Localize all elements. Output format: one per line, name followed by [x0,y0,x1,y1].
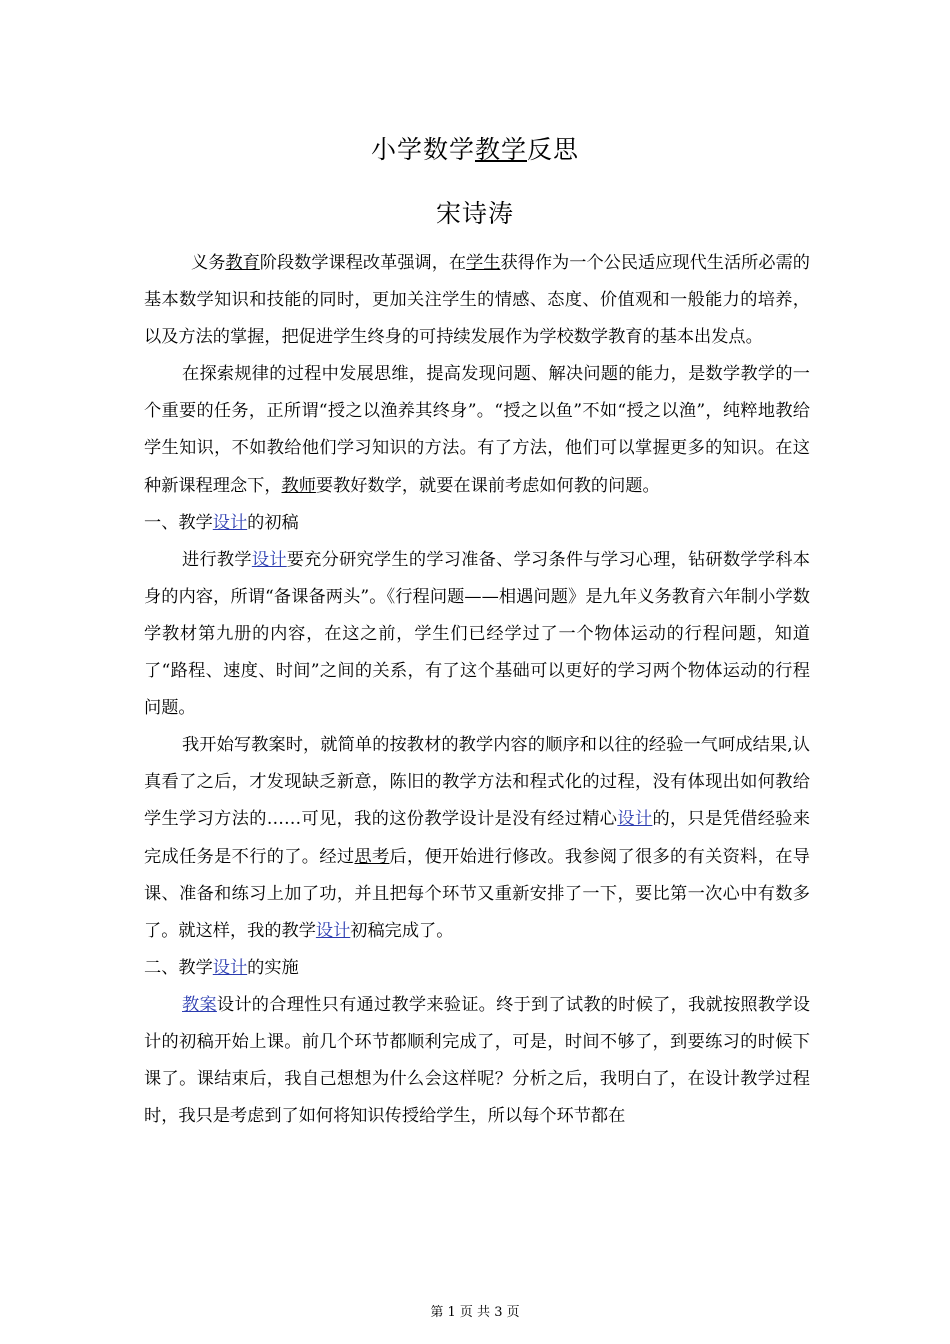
text-run: 初稿完成了。 [350,920,454,941]
page-footer: 第 1 页 共 3 页 [430,1305,520,1320]
link-xuesheng[interactable]: 学生 [466,253,501,273]
text-run: 一、教学 [144,512,213,533]
paragraph-4 [144,727,810,950]
section-heading-1 [144,505,810,542]
title-part: 小学数学 [370,135,475,164]
link-jiaoan[interactable]: 教案 [182,994,217,1015]
text-run: 我开始写教案时，就简单的按教材的教学内容的顺序和以往的经验一气呵成结果,认真看了之后，才发现缺乏新意，陈旧的教学方法和程式化的过程，没有体现出如何教给学生学习方法的……可见，我的这份教学设计是没有经过精心 [144,735,810,830]
link-sheji[interactable]: 设计 [251,549,287,570]
text-run: 的实施 [247,957,299,978]
link-jiaoshi[interactable]: 教师 [281,475,316,496]
text-run: 在探索规律的过程中发展思维，提高发现问题、解决问题的能力，是数学教学的一个重要的任务，正所谓“授之以渔养其终身”。“授之以鱼”不如“授之以渔”，纯粹地教给学生知识，不如教给他们学习知识的方法。有了方法，他们可以掌握更多的知识。在这种新课程理念下， [144,364,810,496]
text-run: 后，便开始进行修改。我参阅了很多的有关资料，在导课、准备和练习上加了功，并且把每个环节又重新安排了一下，要比第一次心中有数多了。就这样，我的教学 [144,846,810,941]
paragraph-2 [144,356,810,504]
section-heading-2 [144,950,810,987]
link-jiaoyu[interactable]: 教育 [225,253,260,273]
title-part: 反思 [527,135,580,164]
link-sheji[interactable]: 设计 [617,809,653,830]
link-sheji[interactable]: 设计 [315,920,351,941]
page-title [0,133,950,167]
text-run: 要教好数学，就要在课前考虑如何教的问题。 [315,475,660,496]
text-run: 要充分研究学生的学习准备、学习条件与学习心理，钻研数学学科本身的内容，所谓“备课备两头”。《行程问题——相遇问题》是九年义务教育六年制小学数学教材第九册的内容，在这之前，学生们已经学过了一个物体运动的行程问题，知道了“路程、速度、时间”之间的关系，有了这个基础可以更好的学习两个物体运动的行程问题。 [144,549,810,719]
text-run: 进行教学 [182,549,252,570]
link-sheji[interactable]: 设计 [212,957,248,978]
paragraph-5 [144,987,810,1135]
text-run: 二、教学 [144,957,213,978]
paragraph-1 [144,245,810,356]
text-run: 阶段数学课程改革强调，在 [259,253,467,273]
text-run: 的，只是凭借经验来完成任务是不行的了。经过 [144,809,810,867]
paragraph-3 [144,542,810,727]
text-run: 义务 [191,253,226,273]
text-run: 获得作为一个公民适应现代生活所必需的基本数学知识和技能的同时，更加关注学生的情感、态度、价值观和一般能力的培养，以及方法的掌握，把促进学生终身的可持续发展作为学校数学教育的基本出发点。 [144,253,810,348]
text-run: 设计的合理性只有通过教学来验证。终于到了试教的时候了，我就按照教学设计的初稿开始上课。前几个环节都顺利完成了，可是，时间不够了，到要练习的时候下课了。课结束后，我自己想想为什么会这样呢？分析之后，我明白了，在设计教学过程时，我只是考虑到了如何将知识传授给学生，所以每个环节都在 [144,994,810,1127]
document-body [144,245,810,1135]
title-link[interactable]: 教学 [474,135,527,164]
author-name: 宋诗涛 [435,199,514,228]
link-sheji[interactable]: 设计 [212,512,248,533]
text-run: 的初稿 [247,512,299,533]
link-sikao[interactable]: 思考 [354,846,390,867]
